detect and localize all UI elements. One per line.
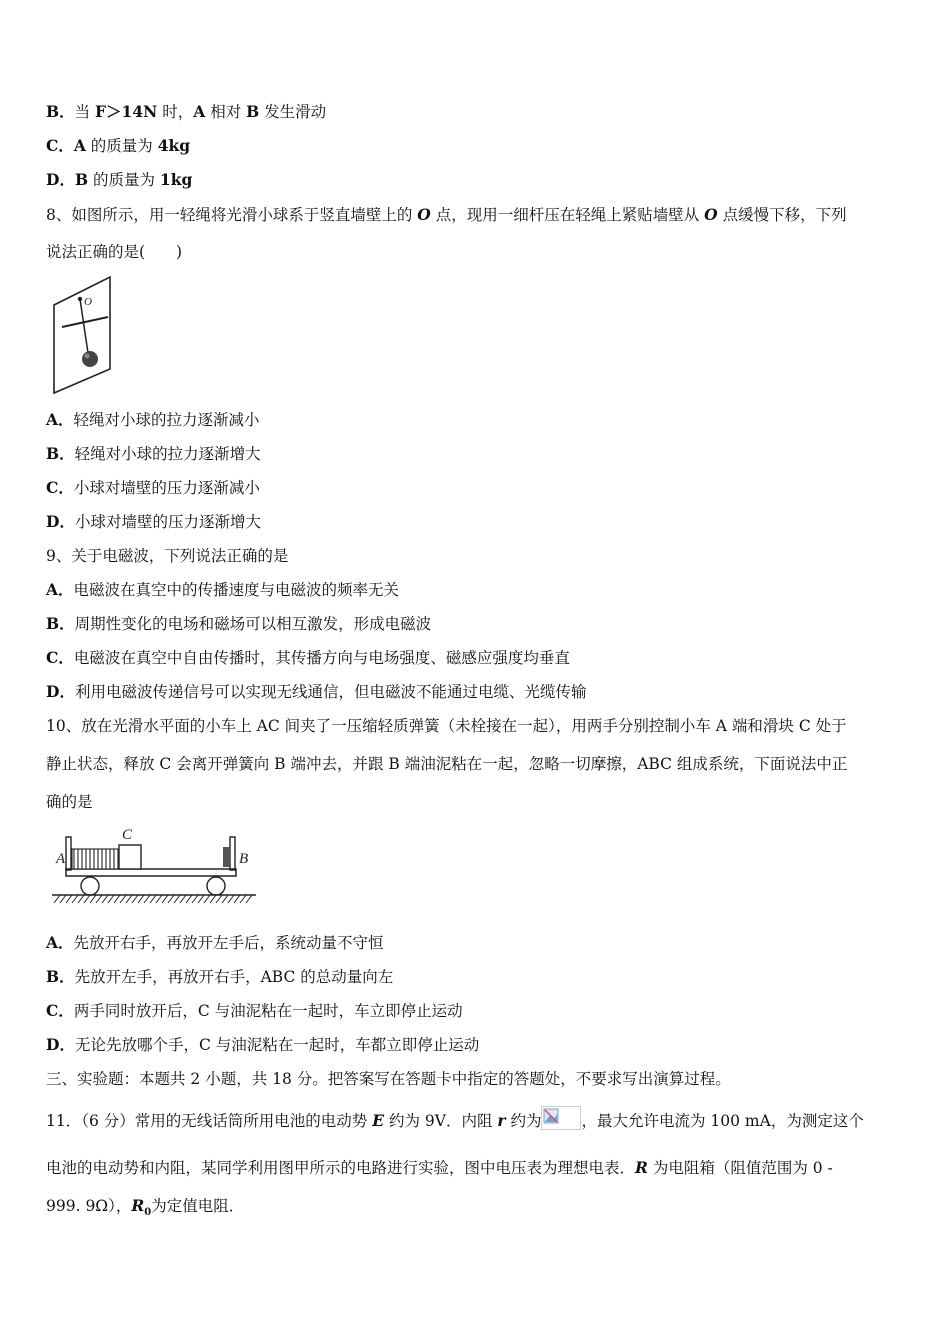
q10-option-a: A．先放开右手，再放开左手后，系统动量不守恒 <box>46 933 384 952</box>
ball-highlight <box>85 354 90 359</box>
q8-stem-line2: 说法正确的是( ) <box>46 243 183 261</box>
ground-hatch <box>54 895 252 903</box>
pressing-rod <box>62 317 108 327</box>
q7-option-b: B．当 F＞14N 时，A 相对 B 发生滑动 <box>46 102 327 121</box>
end-a-wall <box>66 837 71 870</box>
q8-option-a: A．轻绳对小球的拉力逐渐减小 <box>46 410 260 429</box>
q9-option-d: D．利用电磁波传递信号可以实现无线通信，但电磁波不能通过电缆、光缆传输 <box>46 682 587 701</box>
q8-stem: 8、如图所示，用一轻绳将光滑小球系于竖直墙壁上的 O 点，现用一细杆压在轻绳上紧贴墙壁从 O 点缓慢下移，下列 <box>46 205 847 224</box>
q10-option-d: D．无论先放哪个手，C 与油泥粘在一起时，车都立即停止运动 <box>46 1035 480 1054</box>
cart-spring-figure <box>50 823 260 913</box>
label-o: O <box>84 296 92 308</box>
putty <box>223 847 230 867</box>
block-c <box>119 845 141 869</box>
q10-option-b: B．先放开左手，再放开右手，ABC 的总动量向左 <box>46 967 394 986</box>
q8-option-c: C．小球对墙壁的压力逐渐减小 <box>46 478 260 497</box>
q9-option-c: C．电磁波在真空中自由传播时，其传播方向与电场强度、磁感应强度均垂直 <box>46 648 570 667</box>
q8-option-b: B．轻绳对小球的拉力逐渐增大 <box>46 444 261 463</box>
q9-option-a: A．电磁波在真空中的传播速度与电磁波的频率无关 <box>46 580 400 599</box>
label-c: C <box>122 827 133 843</box>
broken-image-icon <box>541 1106 581 1130</box>
label-b: B <box>239 851 249 867</box>
end-b-wall <box>230 837 235 870</box>
q11-line1: 11．（6 分）常用的无线话筒所用电池的电动势 E 约为 9V．内阻 r 约为 ，最大允许电流为 100 mA，为测定这个 <box>46 1106 910 1133</box>
ball <box>82 351 98 367</box>
q7-option-c: C．A 的质量为 4kg <box>46 136 191 155</box>
section-3-heading: 三、实验题：本题共 2 小题，共 18 分。把答案写在答题卡中指定的答题处，不要求写出演算过程。 <box>46 1070 731 1088</box>
q10-stem-line3: 确的是 <box>46 793 93 811</box>
q8-option-d: D．小球对墙壁的压力逐渐增大 <box>46 512 261 531</box>
cart-deck <box>66 869 236 876</box>
label-a: A <box>56 851 66 867</box>
q10-stem-line2: 静止状态，释放 C 会离开弹簧向 B 端冲去，并跟 B 端油泥粘在一起，忽略一切摩擦，ABC 组成系统，下面说法中正 <box>46 755 848 773</box>
spring <box>72 849 118 869</box>
q11-line2: 电池的电动势和内阻，某同学利用图甲所示的电路进行实验，图中电压表为理想电表．R 为电阻箱（阻值范围为 0 - <box>46 1158 833 1177</box>
q10-stem-line1: 10、放在光滑水平面的小车上 AC 间夹了一压缩轻质弹簧（未栓接在一起），用两手分别控制小车 A 端和滑块 C 处于 <box>46 717 847 735</box>
q11-line3: 999. 9Ω），$R_0$为定值电阻． <box>46 1196 245 1219</box>
q9-stem: 9、关于电磁波，下列说法正确的是 <box>46 547 289 565</box>
q7-option-d: D．B 的质量为 1kg <box>46 170 193 189</box>
q10-option-c: C．两手同时放开后，C 与油泥粘在一起时，车立即停止运动 <box>46 1001 463 1020</box>
wall-ball-figure <box>48 275 114 397</box>
wall-outline <box>54 277 110 393</box>
wheel-left <box>81 877 99 895</box>
q9-option-b: B．周期性变化的电场和磁场可以相互激发，形成电磁波 <box>46 614 432 633</box>
wheel-right <box>207 877 225 895</box>
